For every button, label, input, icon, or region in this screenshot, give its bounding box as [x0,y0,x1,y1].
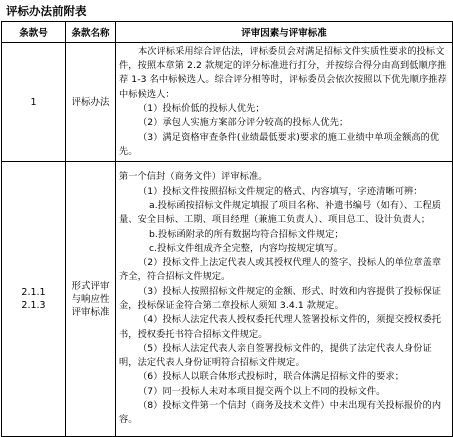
clause-name-line: 与响应性 [71,293,110,305]
clause-number-b: 2.1.3 [21,300,46,311]
criteria-item: （1）投标价低的投标人优先； [138,103,265,114]
criteria-item: （2）投标文件上法定代表人或其授权代理人的签字、投标人的单位章盖章齐全，符合招标文件规定。 [119,257,442,283]
page-title: 评标办法前附表 [6,4,87,18]
criteria-item: （4）投标人法定代表人授权委托代理人签署投标文件的，须提交授权委托书，授权委托书符合招标文件规定。 [119,314,442,340]
criteria-item: （3）投标人按照招标文件规定的金额、形式、时效和内容提供了投标保证金，投标保证金符合第二章投标人须知 3.4.1 款规定。 [119,285,442,311]
clause-name [66,162,116,437]
criteria-item: （8）投标文件第一个信封（商务及技术文件）中未出现有关投标报价的内容。 [119,400,442,426]
clause-name-line: 形式评审 [71,280,110,292]
clause-name: 评标办法 [66,43,116,162]
header-criteria: 评审因素与评审标准 [116,22,453,43]
criteria-cell [116,43,453,162]
table-row [2,43,453,162]
header-clause-number: 条款号 [2,22,66,43]
clause-number [2,162,66,437]
criteria-item: （2）承包人实施方案部分评分较高的投标人优先； [138,117,349,129]
clause-number-a: 2.1.1 [21,287,46,298]
table-row [2,162,453,437]
criteria-subitem: a.投标函按招标文件规定填报了项目名称、补遗书编号（如有）、工程质量、安全目标、工期、项目经理（兼施工负责人）、项目总工、设计负责人； [119,199,442,226]
clause-name-line: 评审标准 [71,306,110,318]
table-header-row [2,22,453,43]
criteria-item: （3）满足资格审查条件(业绩最低要求)要求的施工业绩中单项金额高的优先。 [119,131,440,157]
criteria-item: （7）同一投标人未对本项目提交两个以上不同的投标文件。 [138,385,386,397]
criteria-cell [116,162,453,437]
criteria-subitem: b.投标函附录的所有数据均符合招标文件规定； [149,228,344,240]
criteria-item: （5）投标人法定代表人亲自签署投标文件的，提供了法定代表人身份证明，法定代表人身份证明符合招标文件规定。 [119,342,432,369]
criteria-paragraph: 本次评标采用综合评估法，评标委员会对满足招标文件实质性要求的投标文件，按照本章第 2.2 款规定的评分标准进行打分，并按综合得分由高到低顺序推荐 1-3 名中标候选人。综合评分相等时，评标委员会依次按照以下优先顺序推荐中标候选人： [119,45,447,100]
criteria-item: （6）投标人以联合体形式投标时，联合体满足招标文件的要求； [138,371,404,383]
criteria-heading: 第一个信封（商务文件）评审标准。 [119,171,268,183]
evaluation-table [1,21,453,437]
header-clause-name: 条款名称 [66,22,116,43]
criteria-item: （1）投标文件按照招标文件规定的格式、内容填写，字迹清晰可辨： [138,185,423,197]
criteria-subitem: c.投标文件组成齐全完整，内容均按规定填写。 [149,242,343,254]
clause-number: 1 [2,43,66,162]
